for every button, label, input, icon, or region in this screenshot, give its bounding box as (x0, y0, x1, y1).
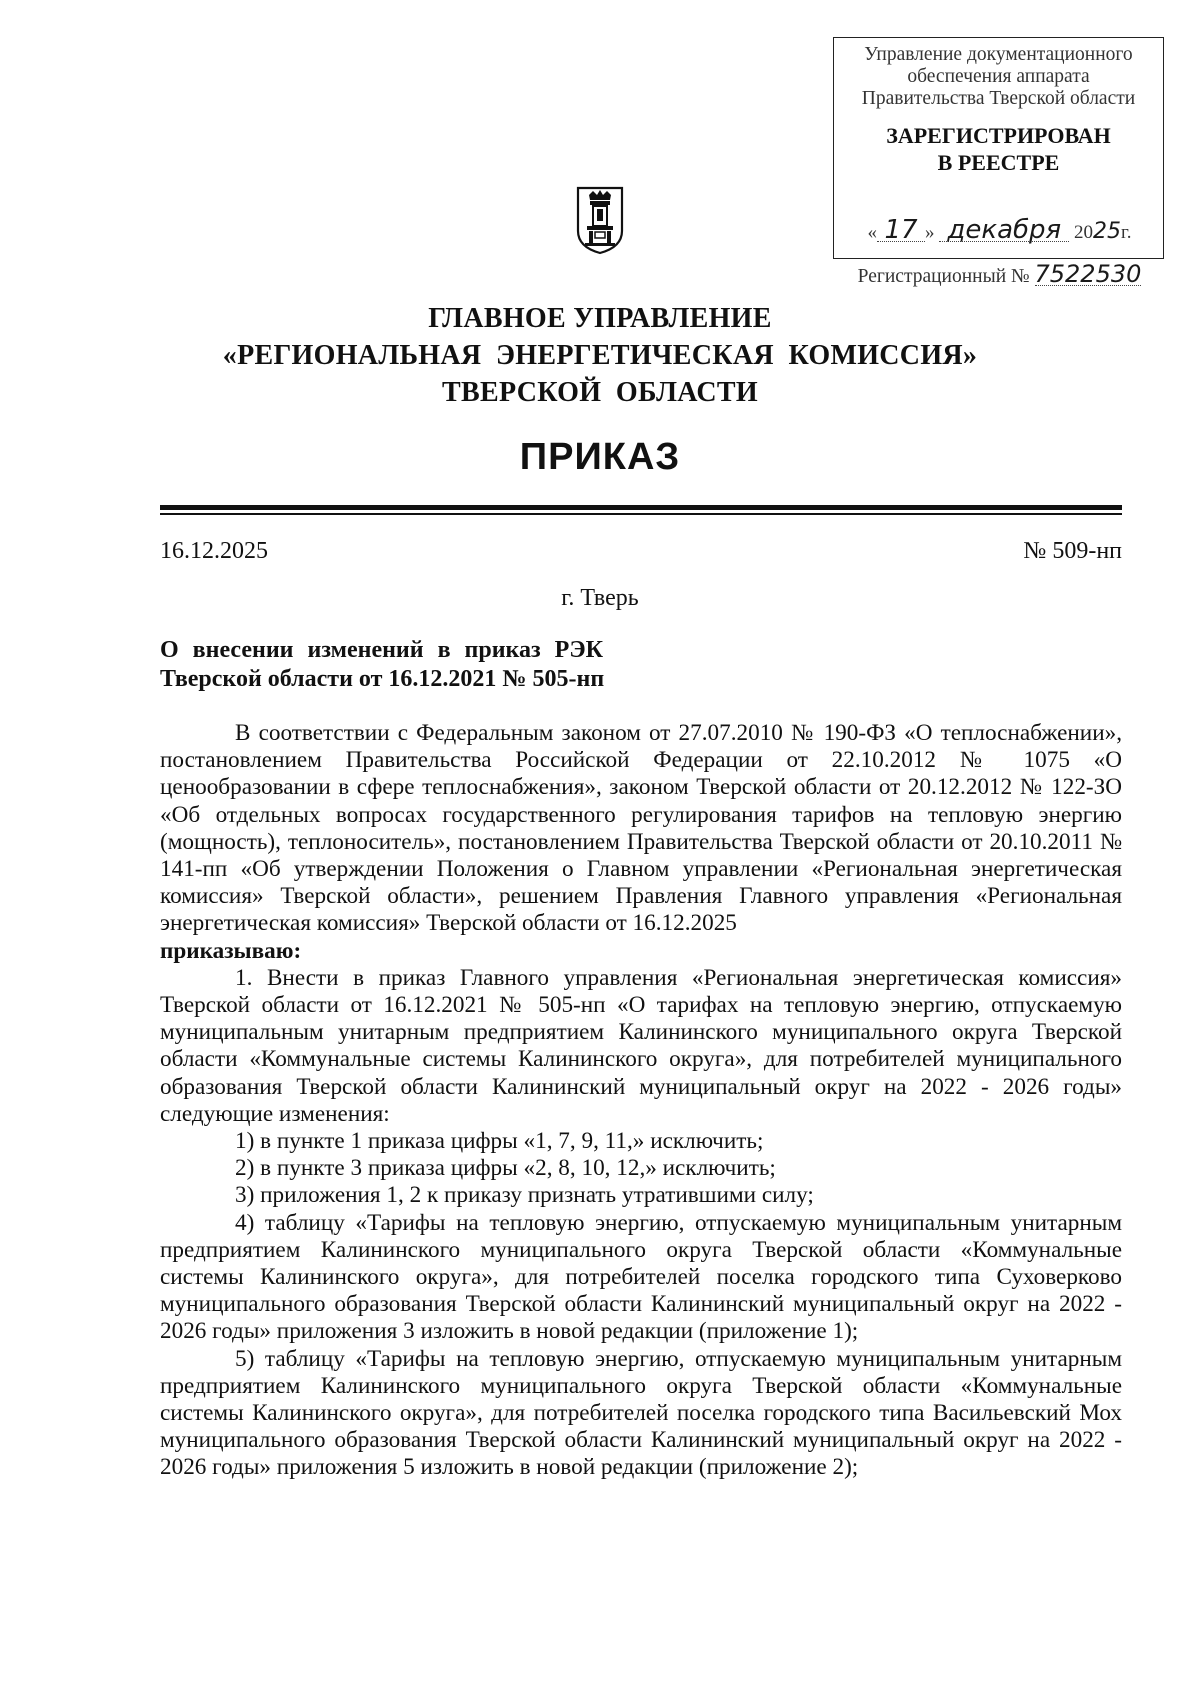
subject-line-2: Тверской области от 16.12.2021 № 505-нп (160, 666, 605, 692)
stamp-year-unit: г. (1121, 222, 1132, 243)
stamp-month: декабря (939, 219, 1069, 242)
stamp-day: 17 (877, 219, 925, 242)
issuer-heading (0, 300, 1200, 411)
subpoint-2: 2) в пункте 3 приказа цифры «2, 8, 10, 12,» исключить; (235, 1155, 776, 1182)
stamp-registered-line-1: ЗАРЕГИСТРИРОВАН (886, 123, 1111, 148)
order-word: приказываю: (160, 937, 302, 964)
stamp-number-label: Регистрационный № (857, 266, 1030, 287)
stamp-year-prefix: 20 (1074, 222, 1094, 243)
subject-line-1: О внесении изменений в приказ РЭК (160, 637, 603, 663)
stamp-date-line (844, 215, 1155, 255)
stamp-org-line-3: Правительства Тверской области (861, 88, 1136, 109)
stamp-year-suffix: 25 (1093, 219, 1122, 244)
subpoint-4: 4) таблицу «Тарифы на тепловую энергию, отпускаемую муниципальным унитарным предприятием Калининского муниципального округа Тверской области «Коммунальные системы Калининского округа», для потребителей поселка городского типа Суховерково муниципального образования Тверской области Калининский муниципальный округ на 2022 - 2026 годы» приложения 3 изложить в новой редакции (приложение 1); (160, 1209, 1122, 1345)
document-city: г. Тверь (561, 585, 639, 611)
stamp-org-line-1: Управление документационного (864, 44, 1133, 65)
document-type: ПРИКАЗ (519, 436, 681, 478)
stamp-close-quote: » (925, 222, 935, 243)
issuer-line-3: ТВЕРСКОЙ ОБЛАСТИ (442, 377, 758, 408)
stamp-registered-line-2: В РЕЕСТРЕ (937, 150, 1060, 175)
stamp-organization (834, 38, 1163, 110)
document-subject (160, 636, 604, 694)
point-1-paragraph: 1. Внести в приказ Главного управления «Региональная энергетическая комиссия» Тверской области от 16.12.2021 № 505-нп «О тарифах на тепловую энергию, отпускаемую муниципальным унитарным предприятием Калининского муниципального округа Тверской области «Коммунальные системы Калининского округа», для потребителей муниципального образования Тверской области Калининский муниципальный округ на 2022 - 2026 годы» следующие изменения: (160, 964, 1122, 1127)
stamp-open-quote: « (867, 222, 878, 243)
document-date: 16.12.2025 (160, 538, 268, 564)
issuer-line-1: ГЛАВНОЕ УПРАВЛЕНИЕ (428, 303, 772, 334)
stamp-registered (834, 122, 1163, 176)
stamp-org-line-2: обеспечения аппарата (907, 66, 1090, 87)
subpoint-3: 3) приложения 1, 2 к приказу признать утратившими силу; (235, 1182, 814, 1209)
subpoint-1: 1) в пункте 1 приказа цифры «1, 7, 9, 11,» исключить; (235, 1128, 764, 1155)
stamp-number: 7522530 (1034, 260, 1142, 288)
issuer-line-2: «РЕГИОНАЛЬНАЯ ЭНЕРГЕТИЧЕСКАЯ КОМИССИЯ» (222, 340, 978, 371)
registration-stamp (833, 37, 1164, 288)
header-divider-thick (160, 505, 1122, 510)
document-body (160, 720, 1122, 1482)
subpoint-5: 5) таблицу «Тарифы на тепловую энергию, отпускаемую муниципальным унитарным предприятием Калининского муниципального округа Тверской области «Коммунальные системы Калининского округа», для потребителей поселка городского типа Васильевский Мох муниципального образования Тверской области Калининский муниципальный округ на 2022 - 2026 годы» приложения 5 изложить в новой редакции (приложение 2); (160, 1345, 1122, 1481)
header-divider-thin (160, 513, 1122, 515)
document-number: № 509-нп (1023, 538, 1122, 564)
preamble-paragraph: В соответствии с Федеральным законом от 27.07.2010 № 190-ФЗ «О теплоснабжении», постановлением Правительства Российской Федерации от 22.10.2012 № 1075 «О ценообразовании в сфере теплоснабжения», законом Тверской области от 20.12.2012 № 122-ЗО «Об отдельных вопросах государственного регулирования тарифов на тепловую энергию (мощность), теплоноситель», постановлением Правительства Тверской области от 20.10.2011 № 141-пп «Об утверждении Положения о Главном управлении «Региональная энергетическая комиссия» Тверской области», решением Правления Главного управления «Региональная энергетическая комиссия» Тверской области от 16.12.2025 (160, 720, 1122, 937)
stamp-number-line (844, 260, 1155, 295)
coat-of-arms-icon (575, 185, 625, 255)
